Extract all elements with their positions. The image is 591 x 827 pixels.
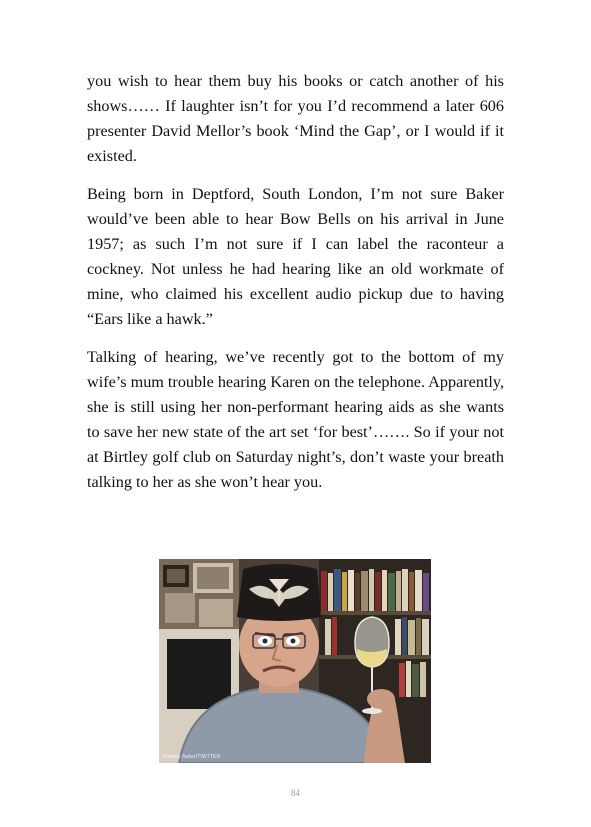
paragraph-1: you wish to hear them buy his books or catch another of his shows…… If laughter isn’t for you I’d recommend a later 606 presenter David Mellor’s book ‘Mind the Gap’, or I would if it existed. <box>87 72 504 165</box>
paragraph-2: Being born in Deptford, South London, I’m not sure Baker would’ve been able to hear Bow Bells on his arrival in June 1957; as such I’m not sure if I can label the raconteur a cockney. Not unless he had hearing like an old workmate of mine, who claimed his excellent audio pickup due to having “Ears like a hawk.” <box>87 185 504 328</box>
body-text <box>87 69 504 508</box>
photo-illustration <box>159 559 431 763</box>
photo-credit: ©Danny Baker/TWITTER <box>162 754 221 760</box>
photo-man-raising-wine-glass <box>159 559 431 763</box>
page-number: 84 <box>291 788 300 798</box>
paragraph-3: Talking of hearing, we’ve recently got to the bottom of my wife’s mum trouble hearing Karen on the telephone. Apparently, she is still using her non-performant hearing aids as she wants to save her new state of the art set ‘for best’……. So if your not at Birtley golf club on Saturday night’s, don’t waste your breath talking to her as she won’t hear you. <box>87 348 504 491</box>
